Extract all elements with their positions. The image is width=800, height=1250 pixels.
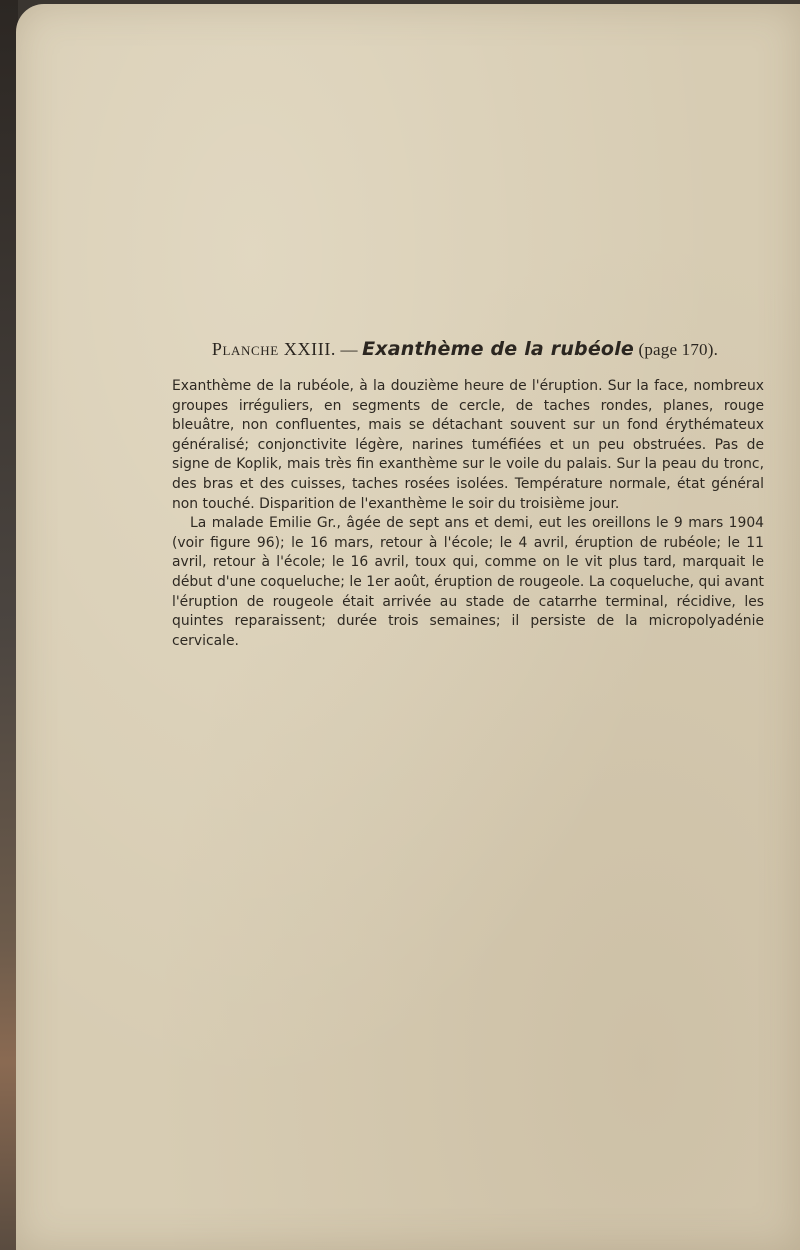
plate-label: Planche XXIII. bbox=[211, 339, 337, 359]
paragraph-description: Exanthème de la rubéole, à la douzième heure de l'éruption. Sur la face, nombreux groupes irréguliers, en segments de cercle, de taches rondes, planes, rouge bleuâtre, non confluentes, mais se détachant souvent sur un fond érythémateux généralisé; conjonctivite légère, narines tuméfiées et un peu obstruées. Pas de signe de Koplik, mais très fin exanthème sur le voile du palais. Sur la peau du tronc, des bras et des cuisses, taches rosées isolées. Température normale, état général non touché. Disparition de l'exanthème le soir du troisième jour. bbox=[172, 378, 764, 512]
plate-heading bbox=[0, 338, 800, 360]
heading-dash: — bbox=[340, 340, 358, 359]
page-reference: (page 170). bbox=[638, 340, 719, 359]
plate-title: Exanthème de la rubéole bbox=[362, 338, 634, 360]
paragraph-case-history: La malade Emilie Gr., âgée de sept ans et demi, eut les oreillons le 9 mars 1904 (voir figure 96); le 16 mars, retour à l'école; le 4 avril, éruption de rubéole; le 11 avril, retour à l'école; le 16 avril, toux qui, comme on le vit plus tard, marquait le début d'une coqueluche; le 1er août, éruption de rougeole. La coqueluche, qui avant l'éruption de rougeole était arrivée au stade de catarrhe terminal, récidive, les quintes reparaissent; durée trois semaines; il persiste de la micropolyadénie cervicale. bbox=[172, 515, 764, 649]
plate-description bbox=[172, 377, 764, 651]
